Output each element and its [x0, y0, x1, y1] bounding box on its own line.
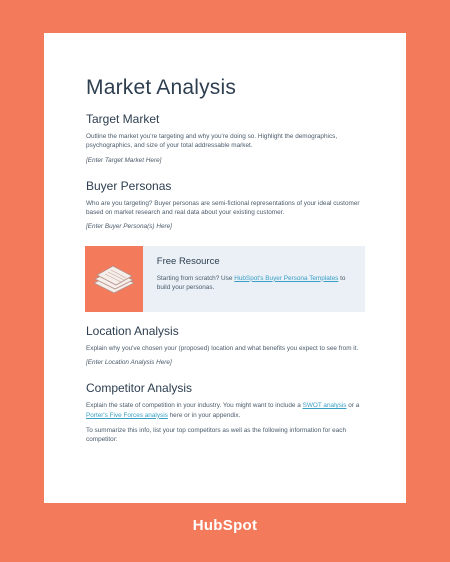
section-competitor-analysis	[86, 381, 364, 444]
document-page	[44, 33, 406, 503]
resource-description	[157, 274, 353, 293]
free-resource-callout	[85, 246, 365, 312]
section-body: Explain why you've chosen your (proposed) location and what benefits you expect to see from it.	[86, 344, 359, 352]
section-body: Outline the market you're targeting and why you're doing so. Highlight the demographics, psychographics, and size of your total addressable market.	[86, 133, 338, 150]
section-placeholder: [Enter Target Market Here]	[86, 156, 162, 164]
body-text: or a	[346, 402, 360, 410]
section-placeholder: [Enter Buyer Persona(s) Here]	[86, 223, 172, 231]
section-location-analysis	[86, 324, 364, 368]
swot-analysis-link[interactable]: SWOT analysis	[302, 402, 347, 410]
resource-title: Free Resource	[156, 255, 220, 267]
section-body: Who are you targeting? Buyer personas are semi-fictional representations of your ideal customer based on market research and real data about your existing customer.	[86, 199, 360, 217]
section-heading: Target Market	[86, 112, 160, 126]
resource-text: Starting from scratch? Use	[156, 274, 235, 282]
section-placeholder: [Enter Location Analysis Here]	[86, 358, 172, 366]
body-text: Explain the state of competition in your industry. You might want to include a	[86, 402, 303, 410]
document-stack-icon	[85, 246, 143, 312]
porters-five-forces-link[interactable]: Porter's Five Forces analysis	[86, 411, 168, 419]
section-summary: To summarize this info, list your top competitors as well as the following information for each competitor:	[86, 426, 346, 444]
section-buyer-personas	[86, 179, 364, 232]
buyer-persona-templates-link[interactable]: HubSpot's Buyer Persona Templates	[234, 274, 339, 282]
section-heading: Competitor Analysis	[86, 381, 193, 396]
section-target-market	[86, 112, 364, 165]
section-body	[86, 401, 364, 420]
resource-text: to build your personas.	[156, 274, 346, 291]
hubspot-logo: HubSpot	[192, 517, 258, 534]
page-title: Market Analysis	[86, 76, 237, 99]
section-heading: Location Analysis	[86, 323, 179, 338]
body-text: here or in your appendix.	[167, 411, 241, 419]
section-heading: Buyer Personas	[86, 178, 172, 193]
